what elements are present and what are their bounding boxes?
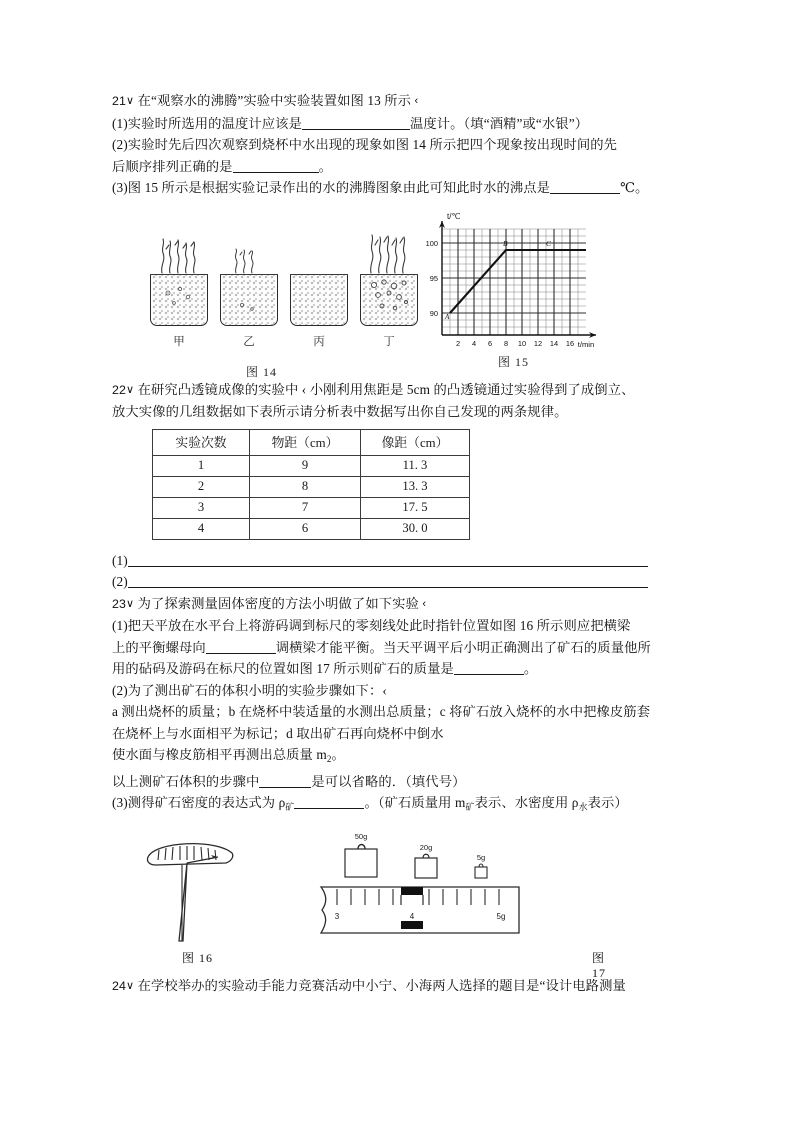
chart-minor-grid: [442, 229, 586, 335]
question-23-item-1-line-1: [112, 615, 690, 637]
y-tick-label: 100: [425, 238, 438, 248]
q23-item3-subscript-mass: 矿: [465, 802, 475, 812]
q23-marker: ∨: [125, 597, 135, 610]
rider-bottom[interactable]: [401, 921, 423, 929]
figure-16-caption: 图 16: [182, 950, 214, 965]
q23-stem-text: 为了探索测量固体密度的方法小明做了如下实验: [137, 595, 419, 611]
q22-answer1-blank[interactable]: [128, 553, 648, 567]
figure-15-caption: 图 15: [498, 354, 530, 369]
q23-item3-subscript-water: 水: [578, 802, 588, 812]
x-tick-label: 2: [455, 338, 461, 348]
steam-icon: [222, 229, 278, 275]
question-23-steps-line-2: [112, 723, 690, 745]
question-22-number: 22: [112, 382, 126, 397]
pointer-arrow-icon: [210, 855, 218, 859]
table-row: [153, 455, 470, 476]
x-tick-label: 10: [517, 338, 527, 348]
beaker-item: [360, 229, 422, 349]
table-row: [153, 518, 470, 539]
figure-15-graph: [420, 207, 600, 372]
q23-stem-end: ‹: [422, 597, 427, 610]
bubbles-icon: [222, 275, 276, 325]
beaker-item: [290, 229, 352, 349]
q23-steps-text-c: 使水面与橡皮筋相平再测出总质量 m: [112, 747, 327, 762]
question-22-line-2: [112, 401, 690, 423]
question-23-steps-line-1: [112, 701, 690, 723]
x-tick-label: 8: [503, 338, 509, 348]
question-22-line-1: [112, 379, 690, 402]
question-21-item-1: [112, 113, 690, 135]
x-tick-label: 12: [533, 338, 543, 348]
table-cell: 1: [153, 455, 250, 476]
y-tick-label: 95: [429, 273, 438, 283]
bubbles-icon: [362, 275, 416, 325]
figure-row-16-17: [112, 829, 690, 980]
q22-text-line-1: 在研究凸透镜成像的实验中 ‹ 小刚利用焦距是 5cm 的凸透镜通过实验得到了成倒立、: [137, 381, 635, 397]
beaker-label: 丙: [313, 335, 325, 348]
q23-item1-text-c: 调横梁才能平衡。当天平调平后小明正确测出了矿石的质量他所: [275, 639, 651, 655]
table-header-cell: 物距（cm）: [250, 429, 361, 455]
q23-item2-text: (2)为了测出矿石的体积小明的实验步骤如下：‹: [112, 682, 387, 698]
question-23-item-3: [112, 792, 690, 819]
figure-14-caption: 图 14: [246, 364, 278, 379]
question-23-item-2: [112, 680, 690, 702]
table-cell: 13. 3: [361, 476, 470, 497]
figure-16-balance-pointer: [142, 829, 282, 964]
q22-answer2-label: (2): [112, 574, 128, 589]
lens-data-table-wrapper: [152, 429, 690, 540]
q23-item1-blank-mass[interactable]: [454, 661, 524, 675]
figure-row-14-15: [112, 207, 690, 379]
q24-text-line-1: 在学校举办的实验动手能力竞赛活动中小宁、小海两人选择的题目是“设计电路测量: [137, 977, 626, 993]
beaker-item: [150, 229, 212, 349]
q21-item1-blank[interactable]: [302, 116, 410, 130]
bubbles-icon: [152, 275, 206, 325]
q21-item2-text-a: (2)实验时先后四次观察到烧杯中水出现的现象如图 14 所示把四个现象按出现时间的先: [112, 137, 618, 152]
figure-17-caption: 图 17: [592, 950, 606, 980]
steam-icon: [152, 229, 208, 275]
question-24-number: 24: [112, 978, 126, 993]
question-21-number: 21: [112, 94, 126, 108]
rider-top[interactable]: [401, 887, 423, 895]
q24-marker: ∨: [125, 979, 135, 992]
q23-item2b-blank[interactable]: [259, 774, 311, 788]
q23-steps-text-b: 在烧杯上与水面相平为标记；d 取出矿石再向烧杯中倒水: [112, 725, 444, 741]
question-21-item-2-line-2: [112, 156, 690, 178]
annotation-point-c: C: [546, 238, 552, 248]
q23-steps-subscript: 2: [326, 754, 332, 764]
table-row: [153, 497, 470, 518]
table-header-cell: 像距（cm）: [361, 429, 470, 455]
q21-item1-text-a: (1)实验时所选用的温度计应该是: [112, 115, 302, 131]
q22-text-line-2: 放大实像的几组数据如下表所示请分析表中数据写出你自己发现的两条规律。: [112, 404, 568, 419]
x-axis-label: t/min: [577, 339, 595, 349]
scale-tick-label: 4: [409, 911, 415, 921]
table-cell: 9: [250, 455, 361, 476]
q21-item3-text-b: ℃。: [620, 180, 649, 195]
table-header-row: [153, 429, 470, 455]
x-tick-label: 16: [565, 338, 575, 348]
pointer-needle: [179, 863, 187, 941]
table-cell: 8: [250, 476, 361, 497]
question-23-item-1-line-3: [112, 658, 690, 680]
q21-stem-text: 在“观察水的沸腾”实验中实验装置如图 13 所示: [137, 93, 412, 108]
lens-data-table: [152, 429, 470, 540]
table-cell: 6: [250, 518, 361, 539]
table-cell: 3: [153, 497, 250, 518]
q23-steps-text-a: a 测出烧杯的质量；b 在烧杯中装适量的水测出总质量；c 将矿石放入烧杯的水中把橡皮筋套: [112, 704, 651, 719]
weight-20g: [415, 843, 437, 878]
beaker-item: [220, 229, 282, 349]
table-cell: 7: [250, 497, 361, 518]
q23-item1-text-a: (1)把天平放在水平台上将游码调到标尺的零刻线处此时指针位置如图 16 所示则应把横梁: [112, 618, 631, 633]
y-axis-label: t/℃: [447, 211, 461, 221]
q23-item1-blank-direction[interactable]: [206, 640, 276, 654]
beaker-glass: [290, 274, 348, 326]
weight-label: 20g: [419, 842, 433, 852]
weight-5g: [475, 853, 487, 878]
beaker-label: 乙: [243, 335, 255, 348]
q21-item2-blank[interactable]: [233, 159, 319, 173]
figure-17-weights-and-scale: [307, 829, 607, 980]
question-23-number: 23: [112, 596, 126, 611]
figure-14-beakers: [150, 229, 422, 379]
steam-icon: [362, 229, 418, 275]
balance-pointer-diagram: [142, 829, 282, 949]
question-23-item-2b: [112, 771, 690, 793]
q21-marker: ∨: [125, 95, 135, 107]
q22-answer2-blank[interactable]: [128, 574, 648, 588]
q23-item3-text-b: 。（矿石质量用 m: [364, 795, 466, 810]
q23-item3-blank[interactable]: [294, 795, 364, 809]
q23-item3-text-c: 表示、水密度用 ρ: [474, 795, 579, 810]
weights-scale-diagram: [307, 829, 607, 949]
water-surface-line: [290, 274, 348, 275]
question-22-answer-2: [112, 571, 690, 593]
scale-unit-label: 5g: [496, 911, 506, 921]
q21-item1-text-b: 温度计。（填“酒精”或“水银”）: [409, 115, 589, 131]
q23-item1-text-b: 上的平衡螺母向: [112, 639, 206, 655]
x-tick-label: 4: [471, 338, 477, 348]
q23-item2b-text-b: 是可以省略的．（填代号）: [311, 773, 466, 789]
q21-item3-text-a: (3)图 15 所示是根据实验记录作出的水的沸腾图象由此可知此时水的沸点是: [112, 180, 551, 195]
y-tick-label: 90: [429, 308, 438, 318]
q23-steps-text-c-end: 。: [331, 747, 345, 762]
table-cell: 4: [153, 518, 250, 539]
question-23-stem: [112, 593, 690, 616]
boiling-curve-chart: [420, 207, 600, 377]
q21-stem-end: ‹: [414, 95, 419, 107]
question-23-steps-line-3: [112, 744, 690, 771]
q23-item2b-text-a: 以上测矿石体积的步骤中: [112, 773, 260, 789]
temperature-curve: [450, 250, 586, 313]
weight-label: 50g: [354, 831, 368, 841]
weight-label: 5g: [476, 852, 486, 862]
question-21-item-2-line-1: [112, 134, 690, 156]
q23-item3-text-d: 表示）: [587, 795, 628, 810]
q23-item1-text-e: 。: [523, 661, 538, 676]
q23-item3-subscript-rho: 矿: [285, 802, 295, 812]
table-cell: 30. 0: [361, 518, 470, 539]
q21-item2-text-c: 。: [318, 158, 332, 174]
weight-50g: [345, 832, 377, 877]
scale-tick-label: 3: [334, 911, 340, 921]
table-cell: 2: [153, 476, 250, 497]
q21-item2-text-b: 后顺序排列正确的是: [112, 158, 233, 174]
q23-item1-text-d: 用的砧码及游码在标尺的位置如图 17 所示则矿石的质量是: [112, 661, 454, 676]
table-cell: 17. 5: [361, 497, 470, 518]
table-row: [153, 476, 470, 497]
q22-answer1-label: (1): [112, 552, 128, 568]
beaker-label: 甲: [173, 335, 185, 348]
beaker-label: 丁: [383, 335, 395, 348]
x-tick-label: 6: [487, 338, 493, 348]
document-content: [112, 90, 690, 997]
question-22-answer-1: [112, 550, 690, 572]
question-21-stem: [112, 90, 690, 113]
x-tick-label: 14: [549, 338, 559, 348]
question-23-item-1-line-2: [112, 637, 690, 659]
table-cell: 11. 3: [361, 455, 470, 476]
table-header-cell: 实验次数: [153, 429, 250, 455]
q22-marker: ∨: [125, 383, 135, 396]
scale-ticks: [158, 846, 216, 860]
q23-item3-text-a: (3)测得矿石密度的表达式为 ρ: [112, 795, 286, 810]
annotation-point-a: A: [445, 312, 450, 321]
question-21-item-3: [112, 177, 690, 199]
q21-item3-blank[interactable]: [550, 180, 620, 194]
annotation-point-b: B: [503, 238, 508, 248]
